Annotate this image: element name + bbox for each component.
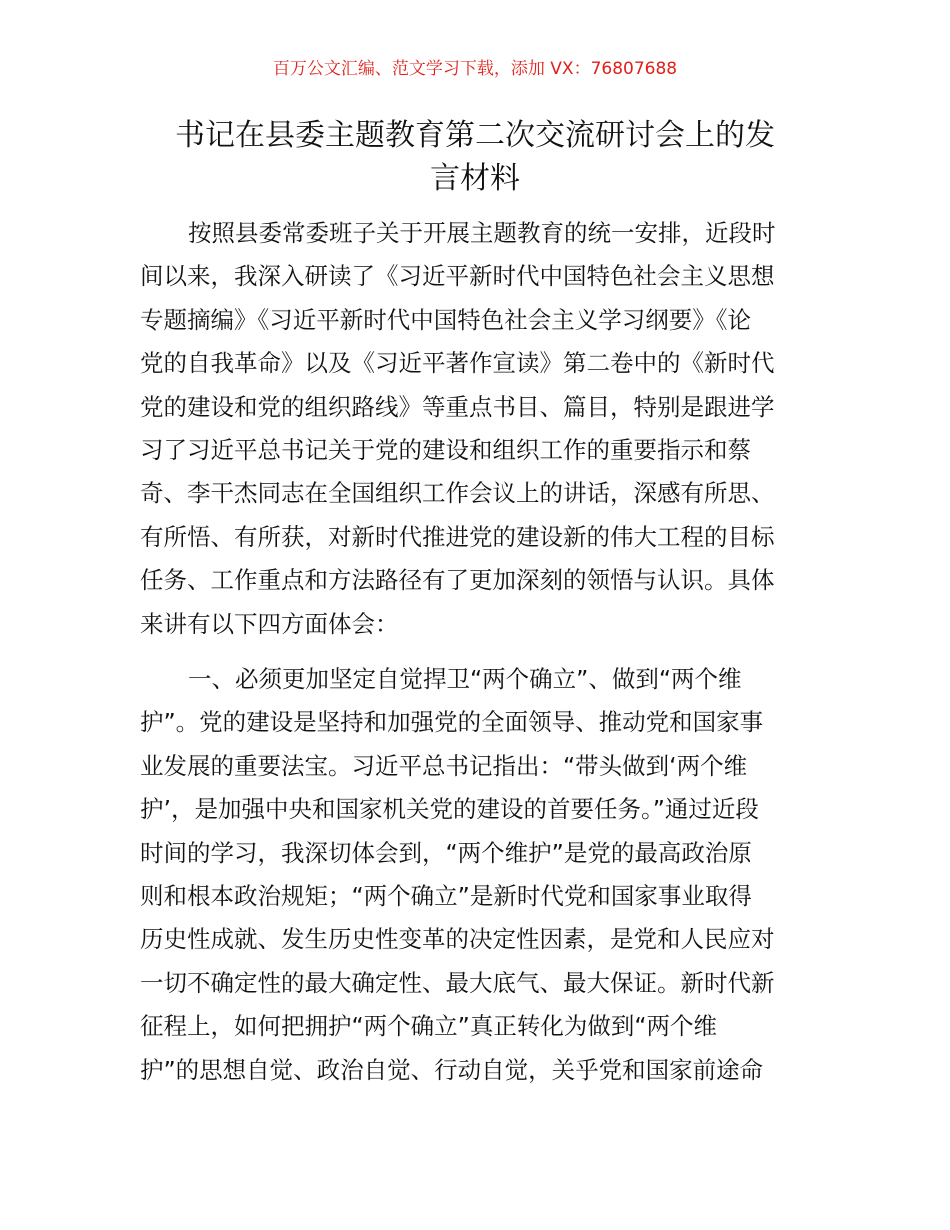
paragraph-line: 有所悟、有所获，对新时代推进党的建设新的伟大工程的目标 bbox=[140, 522, 775, 551]
paragraph-line: 一、必须更加坚定自觉捍卫“两个确立”、做到“两个维 bbox=[188, 665, 742, 693]
paragraph-line: 护”。党的建设是坚持和加强党的全面领导、推动党和国家事 bbox=[140, 708, 764, 737]
paragraph-line: 历史性成就、发生历史性变革的决定性因素，是党和人民应对 bbox=[140, 925, 775, 954]
paragraph-line: 来讲有以下四方面体会： bbox=[140, 609, 399, 638]
header-watermark-note: 百万公文汇编、范文学习下载，添加 VX：76807688 bbox=[272, 59, 678, 79]
paragraph-line: 专题摘编》《习近平新时代中国特色社会主义学习纲要》《论 bbox=[140, 305, 751, 334]
paragraph-line: 习了习近平总书记关于党的建设和组织工作的重要指示和蔡 bbox=[140, 435, 751, 464]
paragraph-line: 按照县委常委班子关于开展主题教育的统一安排，近段时 bbox=[188, 219, 776, 247]
title-line-2: 言材料 bbox=[430, 161, 520, 197]
paragraph-line: 一切不确定性的最大确定性、最大底气、最大保证。新时代新 bbox=[140, 968, 775, 997]
paragraph-line: 则和根本政治规矩；“两个确立”是新时代党和国家事业取得 bbox=[140, 881, 752, 910]
paragraph-line: 护”的思想自觉、政治自觉、行动自觉，关乎党和国家前途命 bbox=[140, 1055, 764, 1084]
document-title bbox=[140, 112, 810, 199]
paragraph-line: 奇、李干杰同志在全国组织工作会议上的讲话，深感有所思、 bbox=[140, 479, 775, 508]
title-line-1: 书记在县委主题教育第二次交流研讨会上的发 bbox=[175, 118, 775, 153]
paragraph-line: 任务、工作重点和方法路径有了更加深刻的领悟与认识。具体 bbox=[140, 566, 775, 595]
paragraph-line: 时间的学习，我深切体会到，“两个维护”是党的最高政治原 bbox=[140, 838, 752, 867]
paragraph-line: 护’，是加强中央和国家机关党的建设的首要任务。”通过近段 bbox=[140, 795, 759, 824]
paragraph-line: 党的自我革命》以及《习近平著作宣读》第二卷中的《新时代 bbox=[140, 349, 775, 378]
paragraph-line: 业发展的重要法宝。习近平总书记指出：“带头做到‘两个维 bbox=[140, 751, 748, 780]
paragraph-line: 征程上，如何把拥护“两个确立”真正转化为做到“两个维 bbox=[140, 1012, 718, 1041]
paragraph-line: 间以来，我深入研读了《习近平新时代中国特色社会主义思想 bbox=[140, 262, 775, 291]
paragraph-section-one bbox=[140, 658, 812, 1092]
paragraph-intro bbox=[140, 212, 812, 646]
paragraph-line: 党的建设和党的组织路线》等重点书目、篇目，特别是跟进学 bbox=[140, 392, 775, 421]
